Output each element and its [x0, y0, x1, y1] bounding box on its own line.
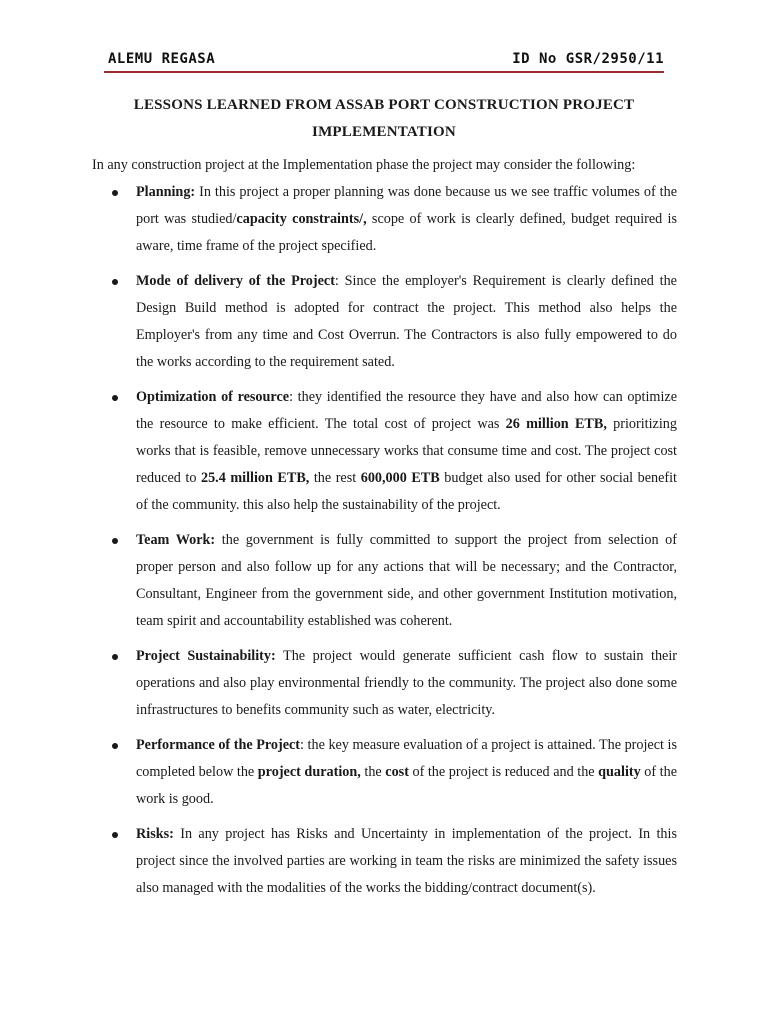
bullet-icon: [112, 538, 118, 544]
item-emphasis: 26 million ETB,: [505, 416, 607, 432]
item-heading: Risks:: [136, 826, 174, 842]
list-item-performance: [0, 732, 677, 813]
item-text: In any project has Risks and Uncertainty in implementation of the project. In this project since the involved parties are working in team the risks are minimized the safety issues also managed with the modalities of the works the bidding/contract document(s).: [136, 826, 677, 896]
list-item-planning: [0, 179, 677, 260]
item-text: : Since the employer's Requirement is clearly defined the Design Build method is adopted for contract the project. This method also helps the Employer's from any time and Cost Overrun. The Contractors is also fully empowered to do the works according to the requirement sated.: [136, 273, 677, 370]
list-item-optimization: [0, 384, 677, 519]
page-header: [104, 50, 664, 72]
item-heading: Planning:: [136, 184, 196, 200]
student-id: ID No GSR/2950/11: [512, 51, 664, 67]
list-item-risks: [0, 821, 677, 902]
bullet-icon: [112, 279, 118, 285]
list-item-team-work: [0, 527, 677, 635]
list-item-mode-of-delivery: [0, 268, 677, 376]
item-text: budget also used for other social benefit of the community. this also help the sustainability of the project.: [136, 470, 677, 513]
item-text: the: [360, 764, 386, 780]
item-text: of the work is good.: [136, 764, 678, 807]
item-emphasis: quality: [598, 764, 641, 780]
bullet-icon: [112, 743, 118, 749]
bullet-icon: [112, 832, 118, 838]
header-rule: [104, 71, 664, 73]
title-line-2: IMPLEMENTATION: [312, 124, 456, 140]
bullet-icon: [112, 654, 118, 660]
item-text: of the project is reduced and the: [408, 764, 599, 780]
item-emphasis: 25.4 million ETB,: [200, 470, 310, 486]
title-line-1: LESSONS LEARNED FROM ASSAB PORT CONSTRUCTION PROJECT: [133, 97, 635, 113]
bullet-icon: [112, 395, 118, 401]
item-heading: Optimization of resource: [136, 389, 290, 405]
lessons-list: [0, 179, 768, 910]
item-emphasis: project duration,: [257, 764, 361, 780]
item-text: the rest: [309, 470, 361, 486]
item-heading: Mode of delivery of the Project: [136, 273, 335, 289]
item-heading: Performance of the Project: [136, 737, 301, 753]
item-heading: Team Work:: [136, 532, 216, 548]
item-heading: Project Sustainability:: [136, 648, 276, 664]
item-emphasis: capacity constraints/,: [236, 211, 367, 227]
item-text: In this project a proper planning was done because us we see traffic volumes of the port was studied/: [136, 184, 677, 227]
item-text: The project would generate sufficient cash flow to sustain their operations and also play environmental friendly to the community. The project also done some infrastructures to benefits community such as water, electricity.: [136, 648, 677, 718]
author-name: ALEMU REGASA: [108, 51, 216, 67]
list-item-sustainability: [0, 643, 677, 724]
item-text: the government is fully committed to support the project from selection of proper person and also follow up for any actions that will be necessary; and the Contractor, Consultant, Engineer from the government side, and other government Institution motivation, team spirit and accountability established was coherent.: [136, 532, 677, 629]
item-text: : they identified the resource they have and also how can optimize the resource to make efficient. The total cost of project was: [136, 389, 677, 432]
item-text: : the key measure evaluation of a project is attained. The project is completed below the: [136, 737, 677, 780]
item-emphasis: 600,000 ETB: [360, 470, 440, 486]
intro-paragraph: In any construction project at the Implementation phase the project may consider the following:: [92, 157, 636, 173]
item-text: prioritizing works that is feasible, remove unnecessary works that consume time and cost. The project cost reduced to: [136, 416, 677, 486]
document-title: [100, 92, 668, 146]
bullet-icon: [112, 190, 118, 196]
item-text: scope of work is clearly defined, budget required is aware, time frame of the project specified.: [136, 211, 677, 254]
item-emphasis: cost: [385, 764, 409, 780]
